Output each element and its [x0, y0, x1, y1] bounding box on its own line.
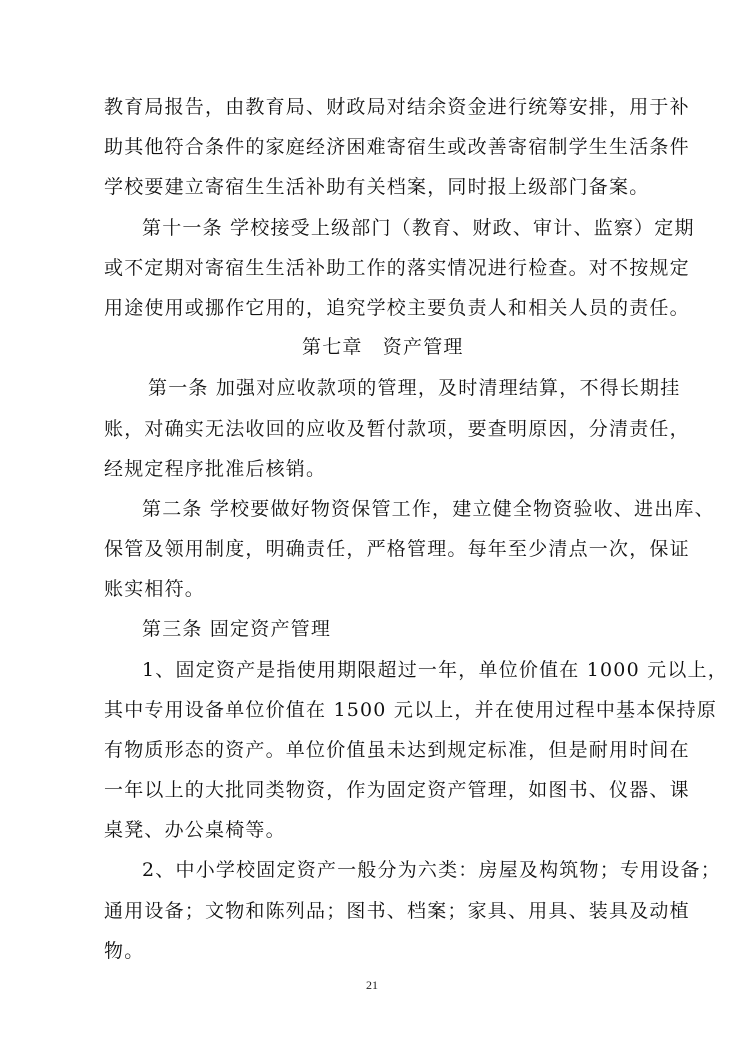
text-line: 账，对确实无法收回的应收及暂付款项，要查明原因，分清责任，: [104, 418, 690, 440]
text-line: 桌凳、办公桌椅等。: [104, 819, 286, 841]
text-line: 1、固定资产是指使用期限超过一年，单位价值在 1000 元以上，: [142, 659, 728, 681]
page-number: 21: [366, 978, 378, 992]
text-line: 教育局报告，由教育局、财政局对结余资金进行统筹安排，用于补: [104, 96, 690, 118]
text-line: 或不定期对寄宿生生活补助工作的落实情况进行检查。对不按规定: [104, 257, 690, 279]
text-line: 学校要建立寄宿生生活补助有关档案，同时报上级部门备案。: [104, 176, 650, 198]
text-line: 助其他符合条件的家庭经济困难寄宿生或改善寄宿制学生生活条件: [104, 136, 690, 158]
text-line: 第一条 加强对应收款项的管理，及时清理结算，不得长期挂: [148, 377, 681, 399]
text-line: 物。: [104, 940, 145, 962]
text-line: 通用设备；文物和陈列品；图书、档案；家具、用具、装具及动植: [104, 900, 690, 922]
text-line: 经规定程序批准后核销。: [104, 458, 327, 480]
text-line: 用途使用或挪作它用的，追究学校主要负责人和相关人员的责任。: [104, 297, 690, 319]
text-line: 保管及领用制度，明确责任，严格管理。每年至少清点一次，保证: [104, 538, 690, 560]
text-line: 账实相符。: [104, 578, 206, 600]
section-heading: 第三条 固定资产管理: [142, 618, 332, 640]
text-line: 其中专用设备单位价值在 1500 元以上，并在使用过程中基本保持原: [104, 699, 718, 721]
text-line: 第十一条 学校接受上级部门（教育、财政、审计、监察）定期: [142, 217, 695, 239]
text-line: 有物质形态的资产。单位价值虽未达到规定标准，但是耐用时间在: [104, 739, 690, 761]
chapter-heading: 第七章 资产管理: [302, 336, 464, 358]
text-line: 一年以上的大批同类物资，作为固定资产管理，如图书、仪器、课: [104, 779, 690, 801]
text-line: 2、中小学校固定资产一般分为六类：房屋及构筑物；专用设备；: [142, 859, 721, 881]
text-line: 第二条 学校要做好物资保管工作，建立健全物资验收、进出库、: [142, 498, 715, 520]
